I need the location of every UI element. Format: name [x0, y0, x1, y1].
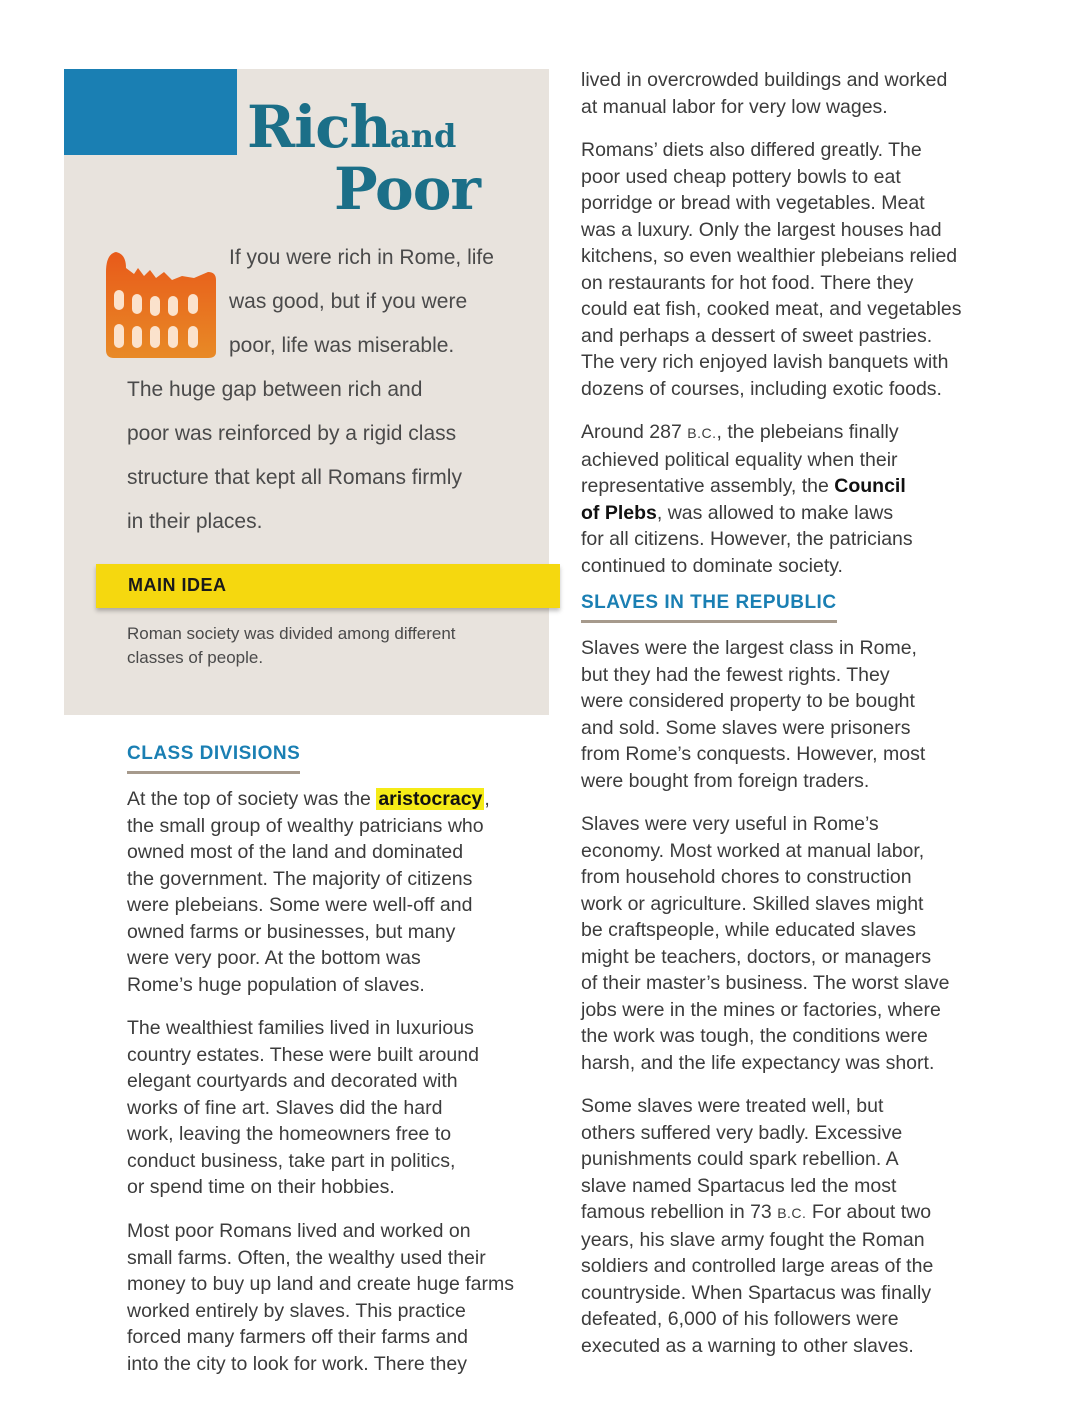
class-divisions-paragraph-1	[127, 786, 557, 998]
slaves-paragraph-1: Slaves were the largest class in Rome, but they had the fewest rights. They were considered property to be bought and sold. Some slaves were prisoners from Rome’s conquests. However, most were bought from foreign traders.	[581, 637, 926, 792]
slaves-paragraph-3	[581, 1093, 1001, 1359]
slaves-heading: SLAVES IN THE REPUBLIC	[581, 592, 837, 623]
paragraph-text: At the top of society was the	[127, 788, 377, 810]
page-title-poor: Poor	[334, 155, 480, 223]
class-divisions-paragraph-3: Most poor Romans lived and worked on small farms. Often, the wealthy used their money to buy up land and create huge farms worked entirely by slaves. This practice forced many farmers off their farms and into the city to look for work. There they	[127, 1220, 514, 1375]
main-idea-text: Roman society was divided among different classes of people.	[127, 624, 456, 667]
paragraph-text: , the small group of wealthy patricians who owned most of the land and dominated the government. The majority of citizens were plebeians. Some were well-off and owned farms or businesses, but many were very poor. At the bottom was Rome’s huge population of slaves.	[127, 788, 490, 996]
paragraph-text: , was allowed to make laws for all citizens. However, the patricians continued to dominate society.	[581, 501, 913, 577]
right-paragraph-1: lived in overcrowded buildings and worked at manual labor for very low wages.	[581, 69, 948, 118]
paragraph-text: Around 287	[581, 421, 688, 443]
glossary-term-aristocracy[interactable]: aristocracy	[378, 788, 483, 810]
right-paragraph-3	[581, 419, 1001, 579]
intro-text-bottom: The huge gap between rich and poor was reinforced by a rigid class structure that kept all Romans firmly in their places.	[127, 378, 462, 533]
paragraph-text: , the plebeians finally achieved political equality when their representative assembly, the	[581, 421, 899, 497]
class-divisions-paragraph-2: The wealthiest families lived in luxurious country estates. These were built around elegant courtyards and decorated with works of fine art. Slaves did the hard work, leaving the homeowners free to conduct business, take part in politics, or spend time on their hobbies.	[127, 1017, 479, 1198]
paragraph-text: For about two years, his slave army fought the Roman soldiers and controlled large areas of the countryside. When Spartacus was finally defeated, 6,000 of his followers were executed as a warning to other slaves.	[581, 1201, 934, 1357]
era-abbreviation: B.C.	[687, 425, 717, 441]
intro-text-top: If you were rich in Rome, life was good, but if you were poor, life was miserable.	[229, 246, 494, 357]
era-abbreviation: B.C.	[777, 1205, 807, 1221]
glossary-term-council-of-plebs[interactable]: Council of Plebs	[581, 475, 906, 524]
page-title-rich: Rich	[247, 93, 391, 161]
paragraph-text: Some slaves were treated well, but others suffered very badly. Excessive punishments could spark rebellion. A slave named Spartacus led the most famous rebellion in 73	[581, 1095, 903, 1223]
colosseum-icon	[104, 250, 218, 358]
main-idea-banner	[96, 564, 560, 608]
main-idea-label: MAIN IDEA	[128, 575, 227, 595]
right-paragraph-2: Romans’ diets also differed greatly. The poor used cheap pottery bowls to eat porridge or bread with vegetables. Meat was a luxury. Only the largest houses had kitchens, so even wealthier plebeians relied on restaurants for hot food. There they could eat fish, cooked meat, and vegetables and perhaps a dessert of sweet pastries. The very rich enjoyed lavish banquets with dozens of courses, including exotic foods.	[581, 139, 962, 400]
slaves-paragraph-2: Slaves were very useful in Rome’s economy. Most worked at manual labor, from household chores to construction work or agriculture. Skilled slaves might be craftspeople, while educated slaves might be teachers, doctors, or managers of their master’s business. The worst slave jobs were in the mines or factories, where the work was tough, the conditions were harsh, and the life expectancy was short.	[581, 813, 950, 1074]
class-divisions-heading: CLASS DIVISIONS	[127, 743, 300, 774]
page-title-and: and	[390, 117, 457, 155]
accent-block	[64, 69, 237, 155]
